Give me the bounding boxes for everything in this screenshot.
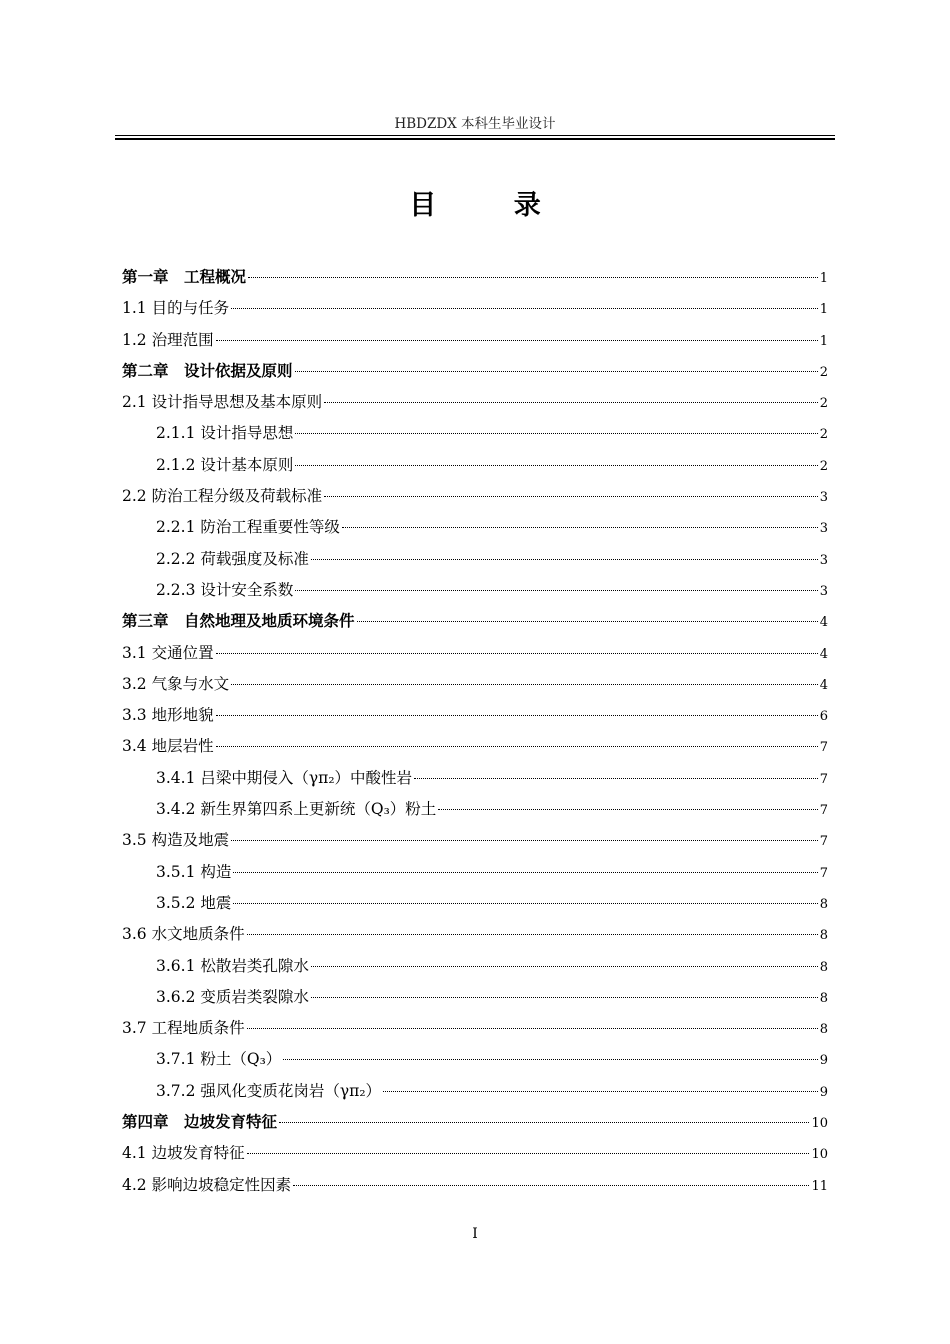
toc-entry-label: 1.2 治理范围 <box>122 330 214 349</box>
toc-entry[interactable] <box>122 606 828 637</box>
toc-dot-leader <box>247 934 818 935</box>
toc-entry-page: 2 <box>819 396 828 412</box>
toc-entry-page: 7 <box>819 834 828 850</box>
toc-entry[interactable] <box>122 763 828 794</box>
toc-entry[interactable] <box>122 1013 828 1044</box>
toc-entry-label: 3.5.2 地震 <box>156 893 232 912</box>
toc-entry-label: 第三章 自然地理及地质环境条件 <box>122 612 355 631</box>
toc-entry[interactable] <box>122 731 828 762</box>
toc-entry-label: 2.2.2 荷载强度及标准 <box>156 549 309 568</box>
toc-entry-label: 3.4 地层岩性 <box>122 737 214 756</box>
toc-entry[interactable] <box>122 857 828 888</box>
toc-entry-label: 3.7.2 强风化变质花岗岩（γπ₂） <box>156 1081 382 1100</box>
toc-entry-label: 3.4.1 吕梁中期侵入（γπ₂）中酸性岩 <box>156 768 413 787</box>
toc-entry-page: 9 <box>819 1084 828 1100</box>
toc-dot-leader <box>295 465 817 466</box>
toc-dot-leader <box>247 1028 818 1029</box>
toc-entry-page: 3 <box>819 583 828 599</box>
toc-entry-label: 2.2.1 防治工程重要性等级 <box>156 518 340 537</box>
toc-entry[interactable] <box>122 450 828 481</box>
toc-entry-label: 3.6.1 松散岩类孔隙水 <box>156 956 309 975</box>
toc-entry-page: 7 <box>819 803 828 819</box>
page-number: I <box>472 1226 478 1242</box>
toc-dot-leader <box>438 809 817 810</box>
toc-entry[interactable] <box>122 481 828 512</box>
toc-entry-page: 1 <box>819 302 828 318</box>
toc-entry-label: 2.1.1 设计指导思想 <box>156 424 294 443</box>
toc-entry[interactable] <box>122 356 828 387</box>
toc-entry-page: 1 <box>819 333 828 349</box>
toc-dot-leader <box>233 903 817 904</box>
toc-entry-page: 8 <box>819 1022 828 1038</box>
toc-entry-label: 2.1 设计指导思想及基本原则 <box>122 393 323 412</box>
toc-dot-leader <box>283 1059 817 1060</box>
toc-entry-page: 7 <box>819 865 828 881</box>
toc-dot-leader <box>216 653 818 654</box>
toc-entry-label: 3.6 水文地质条件 <box>122 925 245 944</box>
toc-entry-label: 4.2 影响边坡稳定性因素 <box>122 1175 292 1194</box>
toc-entry[interactable] <box>122 418 828 449</box>
toc-dot-leader <box>231 308 818 309</box>
toc-dot-leader <box>324 402 818 403</box>
toc-dot-leader <box>216 746 818 747</box>
toc-entry-label: 1.1 目的与任务 <box>122 299 230 318</box>
toc-entry-page: 10 <box>811 1116 828 1132</box>
toc-entry[interactable] <box>122 982 828 1013</box>
toc-entry-label: 2.1.2 设计基本原则 <box>156 455 294 474</box>
toc-entry-page: 7 <box>819 740 828 756</box>
toc-entry[interactable] <box>122 325 828 356</box>
toc-entry[interactable] <box>122 638 828 669</box>
toc-dot-leader <box>383 1091 818 1092</box>
toc-dot-leader <box>295 590 817 591</box>
toc-entry-page: 4 <box>819 677 828 693</box>
header-rule-thick <box>115 138 835 140</box>
toc-entry[interactable] <box>122 1076 828 1107</box>
toc-entry-page: 9 <box>819 1053 828 1069</box>
toc-entry-label: 4.1 边坡发育特征 <box>122 1144 245 1163</box>
toc-entry-label: 3.7.1 粉土（Q₃） <box>156 1050 282 1069</box>
toc-entry[interactable] <box>122 1107 828 1138</box>
toc-entry-page: 4 <box>819 615 828 631</box>
toc-entry-page: 3 <box>819 490 828 506</box>
toc-entry-label: 第二章 设计依据及原则 <box>122 361 293 380</box>
toc-entry-page: 10 <box>811 1147 828 1163</box>
toc-entry-label: 3.1 交通位置 <box>122 643 214 662</box>
toc-entry-page: 4 <box>819 646 828 662</box>
toc-entry-page: 8 <box>819 959 828 975</box>
toc-dot-leader <box>231 684 818 685</box>
toc-dot-leader <box>231 840 818 841</box>
toc-dot-leader <box>247 1153 810 1154</box>
toc-entry-label: 2.2.3 设计安全系数 <box>156 580 294 599</box>
toc-entry[interactable] <box>122 262 828 293</box>
toc-dot-leader <box>293 1185 809 1186</box>
toc-dot-leader <box>311 997 818 998</box>
toc-entry-page: 8 <box>819 928 828 944</box>
toc-dot-leader <box>233 872 817 873</box>
toc-dot-leader <box>342 527 818 528</box>
toc-entry[interactable] <box>122 951 828 982</box>
toc-entry-page: 2 <box>819 427 828 443</box>
toc-entry-page: 3 <box>819 521 828 537</box>
table-of-contents <box>122 262 828 1201</box>
toc-entry-label: 2.2 防治工程分级及荷载标准 <box>122 487 323 506</box>
toc-entry-page: 8 <box>819 990 828 1006</box>
header-rule-thin <box>115 135 835 136</box>
toc-dot-leader <box>248 277 818 278</box>
toc-dot-leader <box>216 715 818 716</box>
document-title: 目 录 <box>409 190 575 221</box>
toc-entry-page: 3 <box>819 552 828 568</box>
toc-dot-leader <box>295 371 818 372</box>
toc-entry-label: 3.2 气象与水文 <box>122 674 230 693</box>
header-text: HBDZDX 本科生毕业设计 <box>394 116 556 132</box>
toc-entry-label: 3.7 工程地质条件 <box>122 1019 245 1038</box>
toc-entry-page: 6 <box>819 709 828 725</box>
toc-entry[interactable] <box>122 293 828 324</box>
toc-entry-page: 8 <box>819 896 828 912</box>
toc-dot-leader <box>414 778 818 779</box>
toc-dot-leader <box>311 966 818 967</box>
toc-entry[interactable] <box>122 794 828 825</box>
toc-entry[interactable] <box>122 1138 828 1169</box>
toc-entry-label: 3.5 构造及地震 <box>122 831 230 850</box>
toc-entry-label: 3.3 地形地貌 <box>122 706 214 725</box>
toc-entry[interactable] <box>122 1044 828 1075</box>
toc-entry[interactable] <box>122 669 828 700</box>
toc-entry-label: 第四章 边坡发育特征 <box>122 1113 278 1132</box>
toc-entry[interactable] <box>122 888 828 919</box>
toc-entry[interactable] <box>122 1170 828 1201</box>
toc-entry-label: 3.5.1 构造 <box>156 862 232 881</box>
toc-entry-label: 3.4.2 新生界第四系上更新统（Q₃）粉土 <box>156 800 437 819</box>
toc-entry[interactable] <box>122 387 828 418</box>
toc-dot-leader <box>311 559 818 560</box>
toc-dot-leader <box>279 1122 809 1123</box>
toc-entry-page: 7 <box>819 771 828 787</box>
toc-dot-leader <box>295 433 817 434</box>
toc-entry[interactable] <box>122 575 828 606</box>
page-header <box>115 115 835 139</box>
toc-entry[interactable] <box>122 544 828 575</box>
toc-entry[interactable] <box>122 825 828 856</box>
toc-dot-leader <box>216 340 818 341</box>
toc-entry-label: 第一章 工程概况 <box>122 268 247 286</box>
toc-dot-leader <box>324 496 818 497</box>
toc-entry-page: 11 <box>811 1178 828 1194</box>
toc-entry[interactable] <box>122 512 828 543</box>
toc-entry-page: 1 <box>819 271 828 286</box>
toc-entry[interactable] <box>122 700 828 731</box>
toc-entry-page: 2 <box>819 458 828 474</box>
toc-dot-leader <box>357 621 818 622</box>
toc-entry-label: 3.6.2 变质岩类裂隙水 <box>156 987 309 1006</box>
toc-entry-page: 2 <box>819 364 828 380</box>
toc-entry[interactable] <box>122 919 828 950</box>
